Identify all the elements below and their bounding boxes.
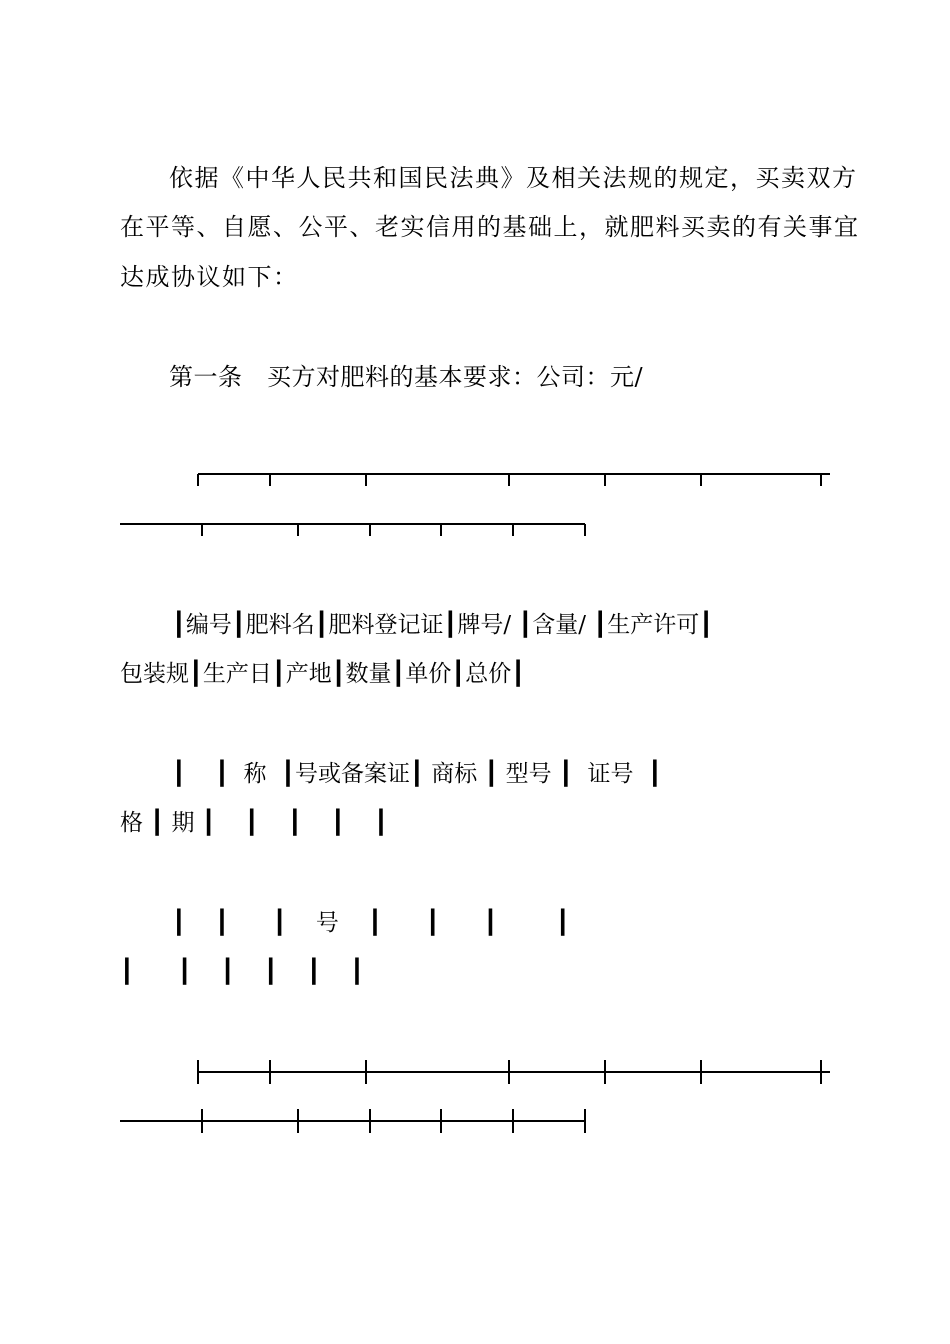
table-row-1a: ┃编号┃肥料名┃肥料登记证┃牌号/ ┃含量/ ┃生产许可┃ — [172, 612, 714, 638]
intro-line-1: 依据《中华人民共和国民法典》及相关法规的规定，买卖双方 — [169, 164, 858, 192]
table-row-3a: ┃ ┃ ┃ 号 ┃ ┃ ┃ ┃ — [172, 910, 570, 936]
article-1-heading: 第一条 买方对肥料的基本要求：公司：元/ — [169, 363, 644, 391]
intro-line-3: 达成协议如下： — [120, 263, 299, 291]
table-row-1b: 包装规┃生产日┃产地┃数量┃单价┃总价┃ — [120, 661, 526, 687]
table-row-2a: ┃ ┃ 称 ┃号或备案证┃ 商标 ┃ 型号 ┃ 证号 ┃ — [172, 761, 662, 787]
intro-line-2: 在平等、自愿、公平、老实信用的基础上，就肥料买卖的有关事宜 — [120, 213, 860, 241]
table-row-3b: ┃ ┃ ┃ ┃ ┃ ┃ — [120, 959, 364, 985]
table-row-2b: 格 ┃ 期 ┃ ┃ ┃ ┃ ┃ — [120, 810, 388, 836]
